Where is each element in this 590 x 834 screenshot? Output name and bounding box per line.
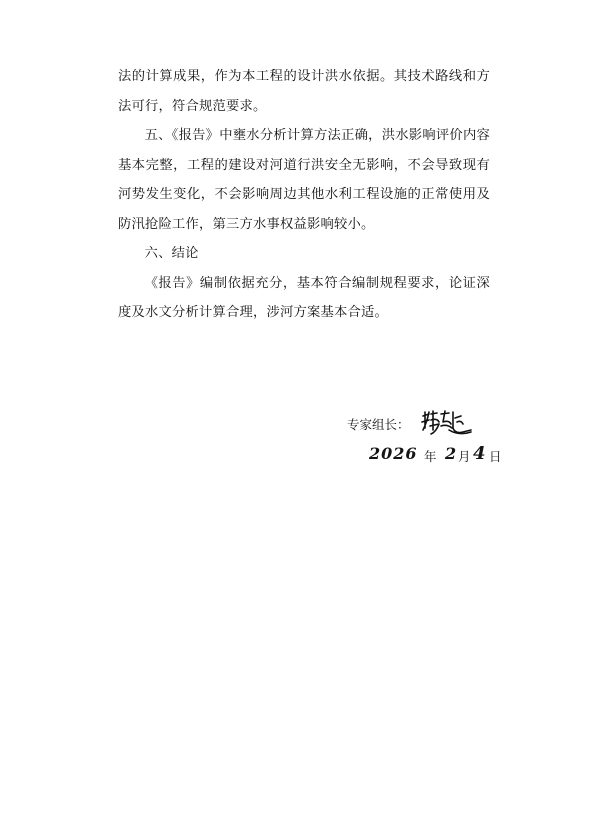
date-month: 2 (445, 444, 458, 463)
signature-label: 专家组长： (347, 417, 410, 432)
date-year-suffix: 年 (424, 449, 437, 464)
date-day: 4 (473, 443, 487, 464)
section-heading-conclusion: 六、结论 (144, 246, 199, 261)
paragraph-conclusion: 《报告》编制依据充分，基本符合编制规程要求，论证深度及水文分析计算合理，涉河方案基本合适。 (118, 275, 490, 320)
paragraph-section-five: 五、《报告》中壅水分析计算方法正确，洪水影响评价内容基本完整，工程的建设对河道行洪安全无影响，不会导致现有河势发生变化，不会影响周边其他水利工程设施的正常使用及防汛抢险工作，第三方水事权益影响较小。 (118, 128, 490, 232)
signature-date (369, 443, 502, 468)
handwritten-signature (419, 408, 473, 438)
date-day-suffix: 日 (489, 449, 502, 464)
signature-block (347, 408, 502, 488)
date-year: 2026 (369, 444, 418, 463)
date-month-suffix: 月 (458, 449, 471, 464)
document-body (118, 62, 490, 328)
paragraph-continuation: 法的计算成果，作为本工程的设计洪水依据。其技术路线和方法可行，符合规范要求。 (118, 69, 490, 114)
